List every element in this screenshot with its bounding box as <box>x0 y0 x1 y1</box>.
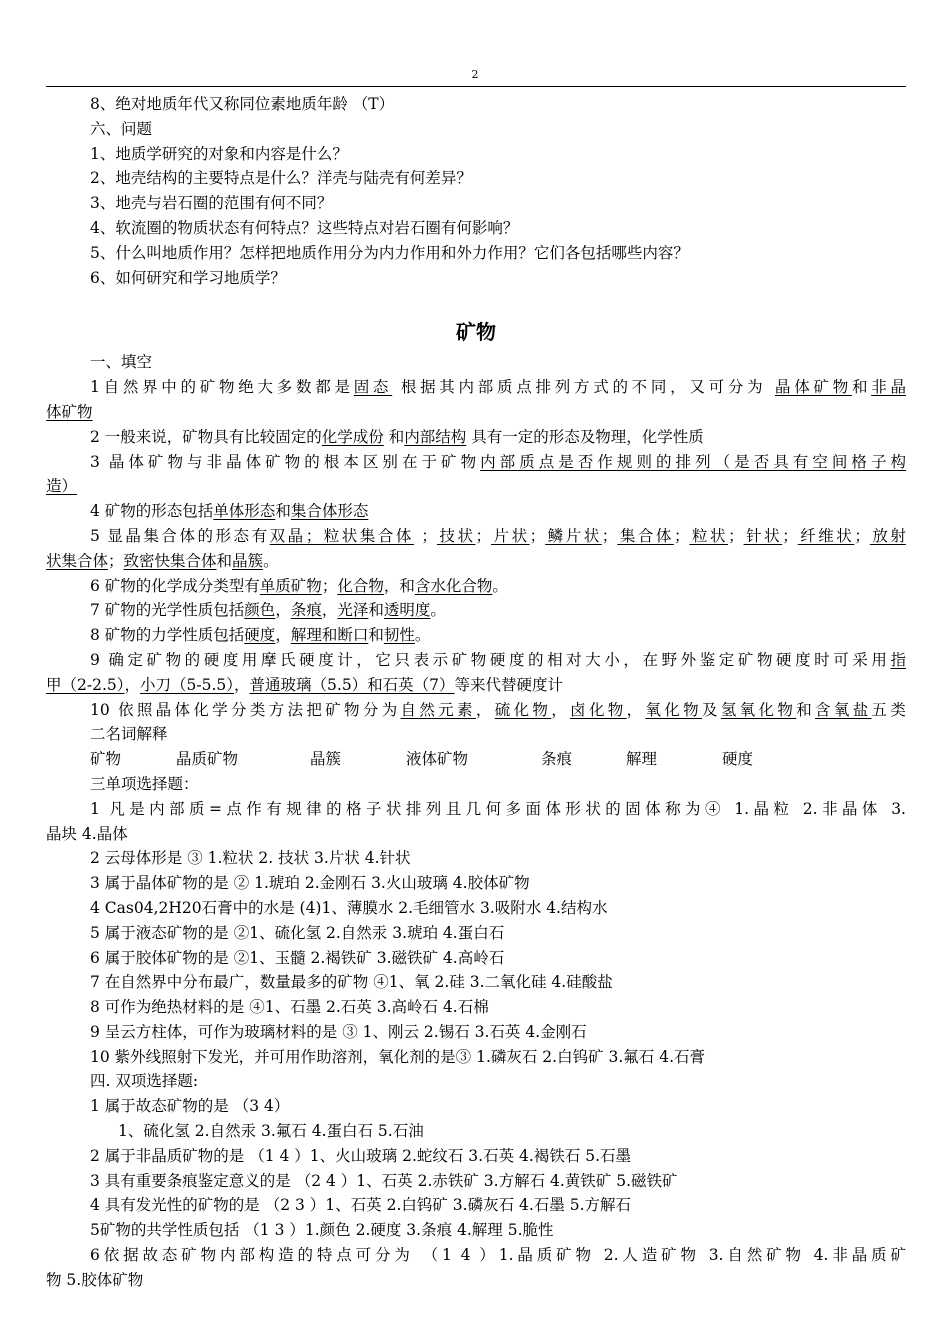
text: ； <box>413 526 437 545</box>
answer: 化学成份 <box>321 427 384 446</box>
answer: 针状 <box>743 526 783 545</box>
answer: 致密快集合体 <box>123 551 217 570</box>
text: 3 晶体矿物与非晶体矿物的根本区别在于矿物 <box>90 452 481 471</box>
answer: 体矿物 <box>46 402 93 421</box>
question-line: 6、如何研究和学习地质学？ <box>90 268 286 287</box>
text: 根据其内部质点排列方式的不同，又可分为 <box>392 378 776 397</box>
answer: 条痕 <box>290 601 322 620</box>
question-line: 3 属于晶体矿物的是 ② 1.琥珀 2.金刚石 3.火山玻璃 4.胶体矿物 <box>90 874 530 893</box>
answer: 颜色 <box>244 601 276 620</box>
text: ， <box>275 601 291 620</box>
question-line: 1、地质学研究的对象和内容是什么？ <box>90 144 348 163</box>
answer: 单质矿物 <box>259 576 322 595</box>
answer: 集合体形态 <box>290 502 369 521</box>
question-line: 6 属于胶体矿物的是 ②1、玉髓 2.褐铁矿 3.磁铁矿 4.高岭石 <box>90 948 505 967</box>
fill-item <box>46 499 906 524</box>
question-line-cont: 晶块 4.晶体 <box>46 824 128 843</box>
question-line: 5 属于液态矿物的是 ②1、硫化氢 2.自然汞 3.琥珀 4.蛋白石 <box>90 923 505 942</box>
question-line: 5矿物的共学性质包括 （1 3 ）1.颜色 2.硬度 3.条痕 4.解理 5.脆性 <box>90 1221 554 1240</box>
term: 矿物 <box>90 750 122 769</box>
text: 和 <box>275 502 291 521</box>
fill-item <box>46 375 906 400</box>
answer: 硫化物 <box>494 700 552 719</box>
answer: 集合体 <box>617 526 674 545</box>
answer: 晶体矿物 <box>775 378 852 397</box>
question-options: 1、硫化氢 2.自然汞 3.氟石 4.蛋白石 5.石油 <box>118 1122 424 1141</box>
question-line: 3、地壳与岩石圈的范围有何不同？ <box>90 194 333 213</box>
answer: 双晶；粒状集合体 <box>269 526 414 545</box>
answer: 甲（2-2.5） <box>46 675 125 694</box>
answer: 含水化合物 <box>414 576 493 595</box>
text: 4 矿物的形态包括 <box>90 502 214 521</box>
answer: 化合物 <box>337 576 384 595</box>
answer: 小刀（5-5.5） <box>140 675 235 694</box>
answer: 内部结构 <box>404 427 467 446</box>
answer: 自然元素 <box>400 700 476 719</box>
text: 五类 <box>871 700 906 719</box>
question-line: 7 在自然界中分布最广，数量最多的矿物 ④1、氧 2.硅 3.二氧化硅 4.硅酸盐 <box>90 973 613 992</box>
answer: 单体形态 <box>213 502 276 521</box>
text: 具有一定的形态及物理，化学性质 <box>466 427 704 446</box>
text: ； <box>673 526 690 545</box>
answer: 指 <box>890 650 906 669</box>
text: 8 矿物的力学性质包括 <box>90 626 245 645</box>
text: 9 确定矿物的硬度用摩氏硬度计，它只表示矿物硬度的相对大小，在野外鉴定矿物硬度时可采用 <box>90 650 891 669</box>
question-line: 6依据故态矿物内部构造的特点可分为 （1 4 ）1.晶质矿物 2.人造矿物 3.自然矿物 4.非晶质矿 <box>90 1246 906 1265</box>
fill-item <box>46 450 906 475</box>
answer: 非晶 <box>871 378 906 397</box>
answer: 氢氧化物 <box>720 700 797 719</box>
answer: 普通玻璃（5.5）和石英（7） <box>249 675 455 694</box>
answer: 透明度 <box>383 601 431 620</box>
text: 7 矿物的光学性质包括 <box>90 601 245 620</box>
fill-item-cont <box>46 400 906 425</box>
term: 条痕 <box>541 750 573 769</box>
text: ， <box>321 601 338 620</box>
chapter-title: 矿物 <box>456 320 496 345</box>
text: 和 <box>216 551 233 570</box>
question-line: 4 Cas04,2H20石膏中的水是 (4)1、薄膜水 2.毛细管水 3.吸附水 4.结构水 <box>90 898 608 917</box>
term: 解理 <box>626 750 658 769</box>
question-line: 1 凡是内部质=点作有规律的格子状排列且几何多面体形状的固体称为④ 1.晶粒 2.非晶体 3. <box>90 799 906 818</box>
question-line: 3 具有重要条痕鉴定意义的是 （2 4 ）1、石英 2.赤铁矿 3.方解石 4.黄铁矿 5.磁铁矿 <box>90 1171 678 1190</box>
text-line: 8、绝对地质年代又称同位素地质年龄 （T） <box>90 95 395 113</box>
fill-item-cont <box>46 474 906 499</box>
term: 硬度 <box>722 750 754 769</box>
fill-item <box>46 574 906 599</box>
text: 。 <box>492 576 508 595</box>
text: 。 <box>263 551 279 570</box>
question-line: 2、地壳结构的主要特点是什么？洋壳与陆壳有何差异？ <box>90 169 472 188</box>
question-line-cont: 物 5.胶体矿物 <box>46 1270 144 1289</box>
text: ； <box>854 526 870 545</box>
text: ， <box>234 675 250 694</box>
question-line: 1 属于故态矿物的是 （3 4） <box>90 1097 290 1116</box>
term: 晶簇 <box>310 750 342 769</box>
fill-item-cont <box>46 549 906 574</box>
page-number: 2 <box>471 68 479 81</box>
text: 及 <box>701 700 721 719</box>
section-heading: 六、问题 <box>90 119 153 138</box>
text: ， <box>475 700 495 719</box>
text: ； <box>529 526 546 545</box>
answer: 晶簇 <box>232 551 264 570</box>
question-line: 2 云母体形是 ③ 1.粒状 2. 技状 3.片状 4.针状 <box>90 849 411 868</box>
answer: 硬度 <box>244 626 276 645</box>
text: ， <box>275 626 291 645</box>
text: 和 <box>851 378 872 397</box>
term-list <box>46 747 906 772</box>
text: ， <box>626 700 646 719</box>
text: 和 <box>796 700 816 719</box>
term: 液体矿物 <box>406 750 469 769</box>
answer: 放射 <box>869 526 906 545</box>
fill-item-cont <box>46 673 906 698</box>
fill-item <box>46 524 906 549</box>
text: 等来代替硬度计 <box>454 675 564 694</box>
fill-item <box>46 598 906 623</box>
fill-item <box>46 425 906 450</box>
text: ； <box>728 526 744 545</box>
text: 。 <box>414 626 431 645</box>
fill-item <box>46 623 906 648</box>
section-heading: 二名词解释 <box>90 725 168 744</box>
text: 5 显晶集合体的形态有 <box>90 526 270 545</box>
fill-item <box>46 698 906 723</box>
text: 2 一般来说，矿物具有比较固定的 <box>90 427 322 446</box>
text: ， <box>124 675 141 694</box>
term: 晶质矿物 <box>176 750 239 769</box>
answer: 粒状 <box>689 526 729 545</box>
section-heading: 一、填空 <box>90 353 153 372</box>
text: 和 <box>383 427 405 446</box>
question-line: 4 具有发光性的矿物的是 （2 3 ）1、石英 2.白钨矿 3.磷灰石 4.石墨 5.方解石 <box>90 1196 632 1215</box>
text: ； <box>321 576 338 595</box>
answer: 片状 <box>491 526 530 545</box>
text: ，和 <box>383 576 415 595</box>
document-body <box>46 92 906 1293</box>
text: 。 <box>430 601 446 620</box>
text: ； <box>782 526 798 545</box>
answer: 含氧盐 <box>815 700 872 719</box>
answer: 状集合体 <box>46 551 109 570</box>
fill-item <box>46 648 906 673</box>
text: ； <box>108 551 124 570</box>
question-line: 10 紫外线照射下发光，并可用作助溶剂，氧化剂的是③ 1.磷灰石 2.白钨矿 3.氟石 4.石膏 <box>90 1047 706 1066</box>
header-rule <box>46 86 906 87</box>
question-line: 2 属于非晶质矿物的是 （1 4 ）1、火山玻璃 2.蛇纹石 3.石英 4.褐铁石 5.石墨 <box>90 1146 632 1165</box>
answer: 氧化物 <box>645 700 702 719</box>
text: 和 <box>368 626 384 645</box>
answer: 鳞片状 <box>545 526 602 545</box>
text: 10 依照晶体化学分类方法把矿物分为 <box>90 700 401 719</box>
text: 1自然界中的矿物绝大多数都是 <box>90 378 354 397</box>
question-line: 5、什么叫地质作用？怎样把地质作用分为内力作用和外力作用？它们各包括哪些内容？ <box>90 243 689 262</box>
answer: 韧性 <box>383 626 415 645</box>
answer: 技状 <box>436 526 476 545</box>
answer: 解理和断口 <box>290 626 369 645</box>
section-heading: 三单项选择题： <box>90 774 199 793</box>
answer: 光泽 <box>337 601 369 620</box>
text: 6 矿物的化学成分类型有 <box>90 576 260 595</box>
text: ； <box>475 526 492 545</box>
answer: 纤维状 <box>797 526 855 545</box>
answer: 卤化物 <box>570 700 627 719</box>
answer: 造） <box>46 477 78 496</box>
text: ； <box>601 526 618 545</box>
answer: 内部质点是否作规则的排列（是否具有空间格子构 <box>480 452 906 471</box>
section-heading: 四. 双项选择题: <box>90 1072 199 1091</box>
question-line: 9 呈云方柱体，可作为玻璃材料的是 ③ 1、刚云 2.锡石 3.石英 4.金刚石 <box>90 1022 587 1041</box>
question-line: 8 可作为绝热材料的是 ④1、石墨 2.石英 3.高岭石 4.石棉 <box>90 998 489 1017</box>
question-line: 4、软流圈的物质状态有何特点？这些特点对岩石圈有何影响？ <box>90 218 519 237</box>
text: ， <box>551 700 571 719</box>
text: 和 <box>368 601 384 620</box>
answer: 固态 <box>353 378 393 397</box>
